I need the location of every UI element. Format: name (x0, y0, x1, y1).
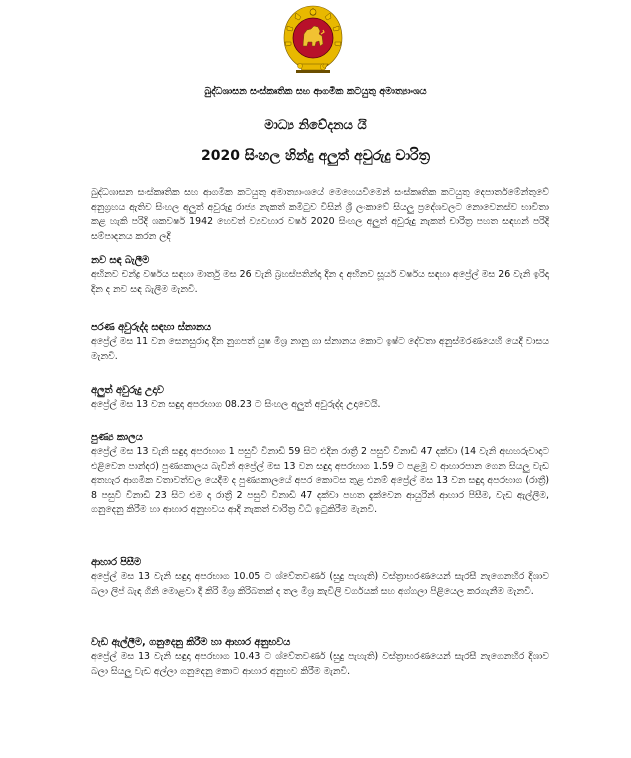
section-body: අප්‍රේල් මස 13 වැනි සඳුදා අපරභාග 10.43 ට ශ්වේතවර්ණ (සුදු පැහැති) වස්ත්‍රාභරණයෙන් සැරසී නැගෙනහිර දිශාව බලා සියලු වැඩ අල්ලා ගනුදෙනු කොට ආහාර අනුභව කිරීම මැනවි. (91, 651, 549, 677)
intro-paragraph: බුද්ධශාසන සංස්කෘතික සහ ආගමික කටයුතු අමාත්‍යාංශයේ මෙහෙයවීමෙන් සංස්කෘතික කටයුතු දෙපාර්තමේන්තුවේ අනුග්‍රහය ඇතිව සිංහල අලුත් අවුරුදු රාජ්‍ය නැකත් කමිටුව විසින් ශ්‍රී ලංකාවේ සියලු ප්‍රදේශවලට නොවෙනස්ව භාවිතා කළ හැකි පරිදි ශකවර්ෂ 1942 හෙවත් ව්‍යවහාර වර්ෂ 2020 සිංහල අලුත් අවුරුදු නැකත් චාරිත්‍ර පහත සඳහන් පරිදි සම්පාදනය කරන ලදි (91, 187, 549, 242)
section-body: අප්‍රේල් මස 13 වැනි සඳුදා අපරභාග 10.05 ට ශ්වේතවර්ණ (සුදු පැහැති) වස්ත්‍රාභරණයෙන් සැරසී නැගෙනහිර දිශාව බලා ලිප් බැඳ ගිනි මොළවා දී කිරි මිශ්‍ර කිරිබතක් ද තල මිශ්‍ර කැවිලි වර්ගයක් සහ අග්ගලා පිළියෙල කරගැනීම මැනවි. (91, 571, 549, 597)
section-new-year-dawn (91, 384, 549, 413)
section-cooking (91, 556, 549, 599)
section-work-transactions-meal (91, 636, 549, 679)
section-heading: අලුත් අවුරුදු උදාව (91, 385, 164, 396)
section-body: අප්‍රේල් මස 11 වන සෙනසුරාදා දින නුගපත් යුෂ මිශ්‍ර නානු ගා ස්නානය කොට ඉෂ්ට දේවතා අනුස්මරණයෙහි යෙදී වාසය මැනවි. (91, 336, 549, 362)
sri-lanka-emblem-icon (276, 4, 350, 80)
page-title: 2020 සිංහල හින්දු අලුත් අවුරුදු චාරිත්‍ර (200, 148, 431, 164)
section-heading: ආහාර පිසීම (91, 557, 142, 568)
section-body: අභිනව චන්ද්‍ර වර්ෂය සඳහා මාර්තු මස 26 වැනි බ්‍රහස්පතින්දා දින ද අභිනව සූර්ය වර්ෂය සඳහා අප්‍රේල් මස 26 වැනි ඉරිදා දින ද නව සඳ බැලීම මැනවි. (91, 269, 549, 295)
section-body: අප්‍රේල් මස 13 වැනි සඳුදා අපරභාග 1 පසුවී විනාඩි 59 සිට එදින රාත්‍රී 2 පසුවී විනාඩි 47 දක්වා (14 වැනි අඟහරුවාදාට එළිවෙන පාන්දර) පුණ්‍යකාලය බැවින් අප්‍රේල් මස 13 වන සඳුදා අපරභාග 1.59 ට පළමු ව ආහාරපාන ගෙන සියලු වැඩ අතහැර ආගමික වතාවත්වල යෙදීම ද පුණ්‍යකාලයේ අපර කොටස තුළ එනම් අප්‍රේල් මස 13 වන සඳුදා අපරභාග (රාත්‍රී) 8 පසුවී විනාඩි 23 සිට එම දා රාත්‍රී 2 පසුවී විනාඩි 47 දක්වා පහත දැක්වෙන ආයුරින් ආහාර පිසීම, වැඩ ඇල්ලීම, ගනුදෙනු කිරීම හා ආහාර අනුභවය ආදි නැකත් චාරිත්‍ර විධි ඉටුකිරීම මැනවි. (91, 446, 549, 515)
section-heading: නව සඳ බැලීම (91, 255, 150, 266)
section-auspicious-time (91, 431, 549, 518)
section-heading: පුණ්‍ය කාලය (91, 432, 143, 443)
section-body: අප්‍රේල් මස 13 වන සඳුදා අපරභාග 08.23 ට සිංහල අලුත් අවුරුද්ද උදාවෙයි. (91, 399, 381, 410)
section-new-moon (91, 254, 549, 297)
document-type: මාධ්‍ය නිවේදනය යි (264, 118, 367, 133)
section-heading: පරණ අවුරුද්ද සඳහා ස්නානය (91, 322, 211, 333)
section-heading: වැඩ ඇල්ලීම, ගනුදෙනු කිරීම හා ආහාර අනුභවය (91, 637, 291, 648)
section-bath-old-year (91, 321, 549, 364)
ministry-name: බුද්ධශාසන සංස්කෘතික සහ ආගමික කටයුතු අමාත්‍යාංශය (204, 86, 427, 97)
